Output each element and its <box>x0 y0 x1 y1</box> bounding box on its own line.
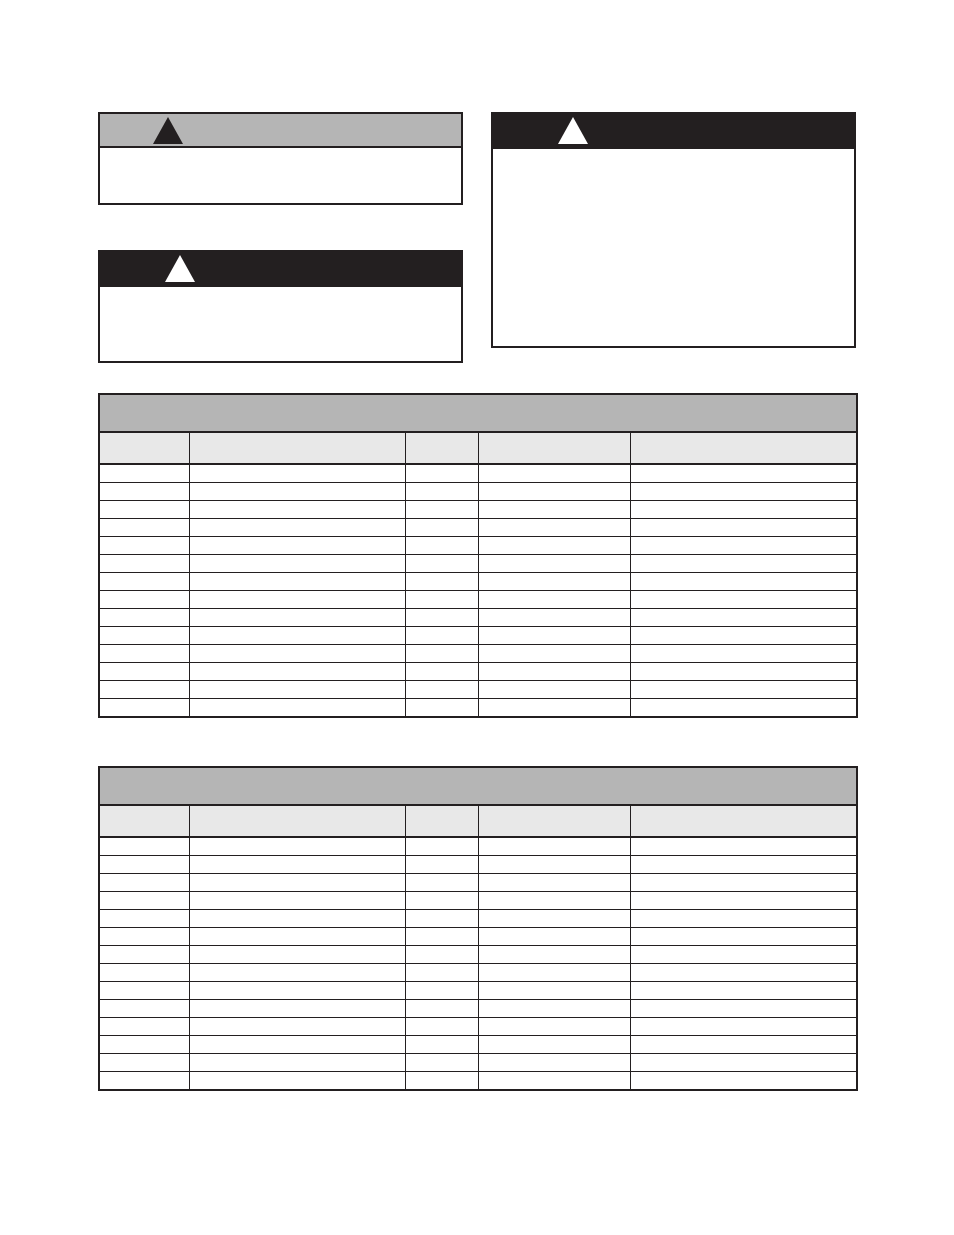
table-row <box>99 501 857 519</box>
table-row <box>99 874 857 892</box>
warning-triangle-icon <box>163 253 197 283</box>
table-row <box>99 573 857 591</box>
table-title-row <box>99 767 857 805</box>
warning-notice-box-large <box>491 112 856 348</box>
table-title-cell <box>99 767 857 805</box>
column-header <box>630 805 857 837</box>
warning-notice-body <box>100 287 461 361</box>
table-row <box>99 928 857 946</box>
table-row <box>99 892 857 910</box>
column-header <box>630 432 857 464</box>
table-row <box>99 856 857 874</box>
column-header <box>478 432 630 464</box>
table-row <box>99 627 857 645</box>
table-row <box>99 982 857 1000</box>
column-header <box>478 805 630 837</box>
table-row <box>99 1018 857 1036</box>
table-title-cell <box>99 394 857 432</box>
table-row <box>99 946 857 964</box>
warning-notice-body <box>493 149 854 346</box>
table-row <box>99 1036 857 1054</box>
table-header-row <box>99 432 857 464</box>
table-row <box>99 519 857 537</box>
column-header <box>99 432 189 464</box>
caution-notice-box <box>98 112 463 205</box>
warning-notice-header <box>100 252 461 287</box>
caution-notice-header <box>100 114 461 148</box>
table-row <box>99 681 857 699</box>
column-header <box>189 805 405 837</box>
table-row <box>99 555 857 573</box>
table-row <box>99 1054 857 1072</box>
table-row <box>99 464 857 483</box>
table-row <box>99 1000 857 1018</box>
table-row <box>99 483 857 501</box>
table-row <box>99 591 857 609</box>
spec-table-2 <box>98 766 858 1091</box>
column-header <box>189 432 405 464</box>
table-row <box>99 609 857 627</box>
table-row <box>99 645 857 663</box>
table-header-row <box>99 805 857 837</box>
warning-notice-box <box>98 250 463 363</box>
table-row <box>99 699 857 718</box>
warning-notice-header <box>493 114 854 149</box>
spec-table-1 <box>98 393 858 718</box>
table-row <box>99 537 857 555</box>
caution-notice-body <box>100 148 461 203</box>
column-header <box>405 805 478 837</box>
table-title-row <box>99 394 857 432</box>
table-row <box>99 837 857 856</box>
warning-triangle-icon <box>151 115 185 145</box>
table-row <box>99 1072 857 1091</box>
warning-triangle-icon <box>556 115 590 145</box>
table-row <box>99 663 857 681</box>
table-row <box>99 910 857 928</box>
table-row <box>99 964 857 982</box>
column-header <box>405 432 478 464</box>
column-header <box>99 805 189 837</box>
